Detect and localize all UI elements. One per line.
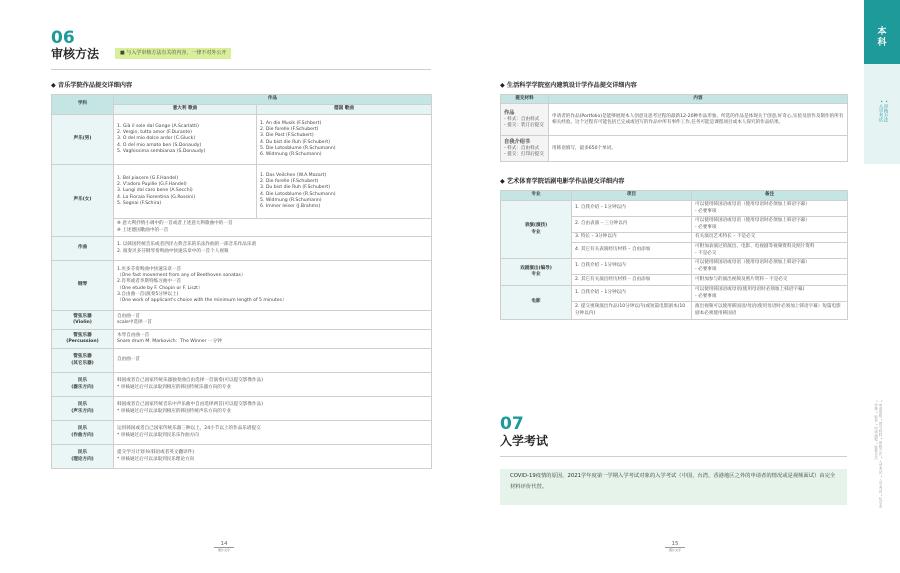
page-number-left <box>214 541 234 552</box>
folk-composition-content: 运用韩国或者自己国家传统乐器三种以上，24小节以上的作品乐谱提交 * 审核通过后可以录取到民乐乐作曲方向 <box>114 421 432 445</box>
page-number-left-sub: 图片文字 <box>214 547 234 552</box>
material-portfolio-sub: - 样式：自由样式 - 提交：装订后提交 <box>504 116 544 128</box>
header-subject: 学科 <box>52 95 114 115</box>
acting-item-1: 1. 自我介绍 – 1分钟以内 <box>572 201 692 217</box>
section-number-06: 06 <box>51 28 75 48</box>
acting-remark-3: 有关演员艺术特长 – 不是必交 <box>692 233 848 243</box>
subject-folk-vocal: 民乐 (声乐方向) <box>52 397 114 421</box>
subject-piano: 钢琴 <box>52 261 114 311</box>
german-songs-female: 1. Das Veilchen (W.A.Mozart) 2. Die forelle (F.Schubert) 3. Du bist die Ruh (F.Schubert) 4. Die Lotosblume (R.Schumann) 5. Widmung (R.Schumann) 6. Immer leiser (J.Brahms) <box>257 165 432 219</box>
material-self-intro-label: 自我介绍书 <box>504 139 530 146</box>
section-title-review: 审核方法 <box>51 47 100 61</box>
film-remark-2: 演出视频可以使用韩国语/母语(使用母语时必须加上韩语字幕）短篇电影剧本必须使用韩国语 <box>692 302 848 320</box>
major-directing: 戏剧演出(编导) 专业 <box>501 259 572 286</box>
film-works-table <box>500 190 848 320</box>
exam-notice: COVID-19疫情的原因，2021学年度第一学期入学考试对象的入学考试（中国，台湾，香港地区之外的申请者的情况或是视频面试）由完全材料评价代替。 <box>500 469 847 505</box>
film-table-title: ◆ 艺术体育学院话剧电影学作品提交详细内容 <box>500 178 625 185</box>
material-self-intro <box>501 136 549 162</box>
subject-folk-theory: 民乐 (理论方向) <box>52 445 114 469</box>
piano-content: 1.贝多芬奏鸣曲中快速乐章一首 （One fast movement from any of Beethoven sonatas） 2.肖邦或者李斯特练习曲中一首 （One etude by F. Chopin or F. Liszt） 3.自由曲一首(演奏5分钟以上) （One work of applicant's choice with the minimum length of 5 minutes） <box>114 261 432 311</box>
confidential-note: ■ 与入学审核方法有关的内容，一律不对外公开 <box>115 48 231 59</box>
acting-item-2: 2. 自由表演 – 三分钟以内 <box>572 217 692 233</box>
header-major: 专业 <box>501 191 572 201</box>
subject-percussion: 管弦乐器 (Percussion) <box>52 330 114 349</box>
header-item: 项目 <box>572 191 692 201</box>
sidebar-inactive-items[interactable]: • 申请资格 • 提交材料 • 审核方法 • 入学考试 • 入学考试 • 奖学金 • 学费 • 宿舍 • 申请流程 • 联系方式 <box>874 400 883 509</box>
percussion-content: 木琴自由曲一首 Snare drum M. Markovich：The Winner 一分钟 <box>114 330 432 349</box>
italian-songs-female: 1. Bel piacere (G.F.Handel) 2. V'adoro Pupille (G.F.Handel) 3. Lungi dal caro bene (A.Secchi) 4. La Fioraia Fiorentina (G.Rossini) 5. Sognai (F.Schira) <box>114 165 257 219</box>
subject-voice-male: 声乐(男) <box>52 115 114 165</box>
acting-remark-4: 可附加表演过的演出、电影、电视剧等视频资料及照片资料 - 不是必交 <box>692 243 848 259</box>
folk-theory-content: 提交学习计划书(韩语或者英文翻译件) * 审核通过后可以录取到民乐理论方向 <box>114 445 432 469</box>
portfolio-content: 申请者的作品(Portfolio)是能够展现本人创意及思考过程的最新12-20种作品形象。所选的作品是体现关于创意,好奇心,实验及创作及制作的所有相关经验。这个过程有可能包括已完成或进写的作品中所有事件工作,任务可能是课程项目或本人探究的作品结果。 <box>549 104 848 136</box>
page-number-left-value: 14 <box>220 541 228 547</box>
sidebar-active-item[interactable]: • 审核方法 • 入学考试 <box>878 100 888 123</box>
violin-content: 自由曲一首 scale中选择一首 <box>114 311 432 330</box>
directing-item-2: 2. 其它有关演出经历材料 – 自由添加 <box>572 275 692 286</box>
music-works-table <box>51 94 432 469</box>
major-acting: 表演(演技) 专业 <box>501 201 572 259</box>
page-number-right-sub: 图片文字 <box>665 547 685 552</box>
subject-voice-female: 声乐(女) <box>52 165 114 237</box>
self-intro-content: 用韩语填写，最多650个单词。 <box>549 136 848 162</box>
header-italian-song: 意大利 歌曲 <box>114 105 257 115</box>
material-portfolio-label: 作品 <box>504 110 515 117</box>
sidebar-main-tab[interactable] <box>864 0 900 64</box>
subject-folk-instrument: 民乐 (器乐方向) <box>52 373 114 397</box>
film-item-1: 1. 自我介绍 – 1分钟以内 <box>572 286 692 302</box>
subject-composition: 作曲 <box>52 237 114 261</box>
design-table-title: ◆ 生活科学学院室内建筑设计学作品提交详细内容 <box>500 82 637 89</box>
acting-remark-2: 可以使用韩国语或母语（使用母语时必须加上韩语字幕） - 必要事项 <box>692 217 848 233</box>
material-self-intro-sub: - 样式：自由样式 - 提交：打印后提交 <box>504 145 544 157</box>
subject-violin: 管弦乐器 (Violin) <box>52 311 114 330</box>
music-table-title: ◆ 音乐学院作品提交详细内容 <box>51 82 133 89</box>
film-remark-1: 可以使用韩国语或母语(使用母语时必须加上韩语字幕) - 必要事项 <box>692 286 848 302</box>
acting-item-3: 3. 特长 – 3分钟以内 <box>572 233 692 243</box>
composition-content: 1. 以韩国传统音乐或者西洋古典音乐的乐法作曲的一部音乐作品乐谱 2. 演奏贝多芬钢琴奏鸣曲中快速乐章中的一首个人视频 <box>114 237 432 261</box>
page-number-right-value: 15 <box>671 541 679 547</box>
section-title-exam: 入学考试 <box>500 434 549 448</box>
header-material: 提交材料 <box>501 95 549 104</box>
header-content: 内容 <box>549 95 848 104</box>
directing-item-1: 1. 自我介绍 – 1分钟以内 <box>572 259 692 275</box>
folk-vocal-content: 韩国或者自己国家传统音乐中声乐曲中自由选择两首(可以提交影像作品) * 审核通过后可以录取到相应的韩国传统声乐方向的专业 <box>114 397 432 421</box>
german-songs-male: 1. An die Musik (F.Schbert) 2. Die forelle (F.Schubert) 3. Die Post (F.Schubert) 4. Du bist die Ruh (F.Schubert) 5. Die Lotosblume (R.Schumann) 6. Widmung (R.Schumann) <box>257 115 432 165</box>
acting-remark-1: 可以使用韩国语或母语（使用母语时必须加上韩语字幕） - 必要事项 <box>692 201 848 217</box>
film-item-2: 2. 提交视频演出作品(10分钟以内)或短篇电影剧本(10分钟以内) <box>572 302 692 320</box>
subject-folk-composition: 民乐 (作曲方向) <box>52 421 114 445</box>
header-work: 作品 <box>114 95 432 105</box>
section-divider-07 <box>500 456 847 457</box>
acting-item-4: 4. 其它有关表演经历材料 – 自由添加 <box>572 243 692 259</box>
directing-remark-2: 可附加参与的演出视频及照片资料 – 不是必交 <box>692 275 848 286</box>
section-divider <box>51 69 431 70</box>
header-remark: 备注 <box>692 191 848 201</box>
sidebar-main-tab-label: 本科 <box>877 27 887 48</box>
directing-remark-1: 可以使用韩国语或母语（使用母语时必须加上韩语字幕） - 必要事项 <box>692 259 848 275</box>
material-portfolio <box>501 104 549 136</box>
section-number-07: 07 <box>500 414 524 434</box>
page-number-right <box>665 541 685 552</box>
voice-female-note: ※ 意大利抒情小调中的一首或者上述意大利歌曲中的一首 ※ 上述德国歌曲中的一首 <box>114 219 432 237</box>
italian-songs-male: 1. Già il sole dal Gange (A.Scarlatti) 2. Vergin, tutto amor (F.Durante) 3. O del mio dolce ardor (C.Gluck) 4. O del mio amato ben (S.Donaudy) 5. Vaghissima sembianza (S.Donaudy) <box>114 115 257 165</box>
other-instruments-content: 自由曲一首 <box>114 349 432 373</box>
design-works-table <box>500 94 848 162</box>
subject-other-instruments: 管弦乐器 (其它乐器) <box>52 349 114 373</box>
major-film: 电影 <box>501 286 572 320</box>
folk-instrument-content: 韩国或者自己国家传统乐器独奏曲自由选择一首演奏(可以提交影像作品) * 审核通过后可以录取到相应的韩国传统乐器方向的专业 <box>114 373 432 397</box>
header-german-song: 德国 歌曲 <box>257 105 432 115</box>
